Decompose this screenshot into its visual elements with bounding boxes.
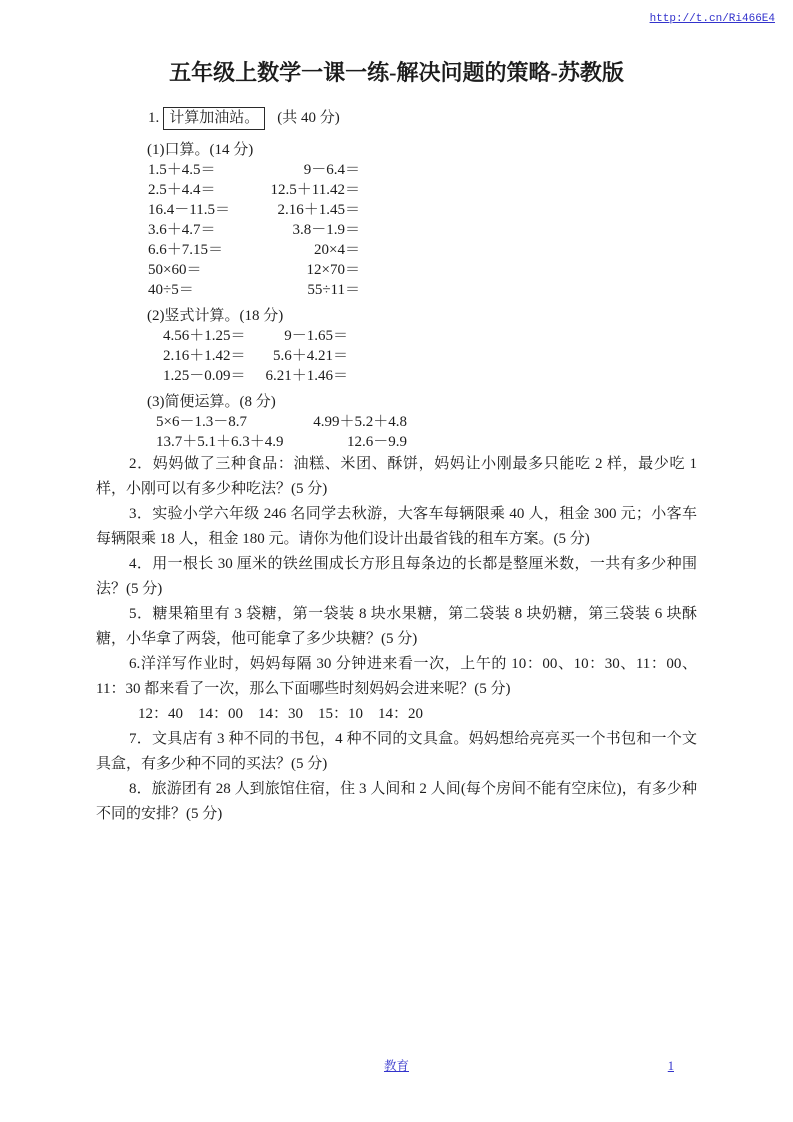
equation-row xyxy=(148,200,360,220)
question-8: 8．旅游团有 28 人到旅馆住宿，住 3 人间和 2 人间(每个房间不能有空床位)，有多少种不同的安排？(5 分) xyxy=(96,781,697,822)
page-footer xyxy=(0,1057,793,1077)
equation-row xyxy=(163,346,348,366)
question-6-time-options: 12：40 14：00 14：30 15：10 14：20 xyxy=(138,706,424,722)
equation: 9－6.4＝ xyxy=(303,162,360,178)
equation: 9－1.65＝ xyxy=(284,328,348,344)
equation: 12×70＝ xyxy=(306,262,360,278)
equation-row xyxy=(148,220,360,240)
question-5: 5．糖果箱里有 3 袋糖，第一袋装 8 块水果糖，第二袋装 8 块奶糖，第三袋装 6 块酥糖，小华拿了两袋，他可能拿了多少块糖？(5 分) xyxy=(96,606,697,647)
equation-row xyxy=(148,260,360,280)
section-1-boxed-label: 计算加油站。 xyxy=(163,107,265,130)
equation: 55÷11＝ xyxy=(307,282,360,298)
page-title: 五年级上数学一课一练-解决问题的策略-苏教版 xyxy=(169,60,624,85)
equation: 3.6＋4.7＝ xyxy=(148,222,216,238)
equation: 4.56＋1.25＝ xyxy=(163,328,246,344)
equation: 2.5＋4.4＝ xyxy=(148,182,216,198)
equation: 16.4－11.5＝ xyxy=(148,202,230,218)
equation: 3.8－1.9＝ xyxy=(292,222,360,238)
equation: 50×60＝ xyxy=(148,262,202,278)
section-1-number: 1. xyxy=(148,110,160,126)
subsection-oral-heading: (1)口算。(14 分) xyxy=(147,142,254,158)
equation: 1.5＋4.5＝ xyxy=(148,162,216,178)
equation-row xyxy=(148,240,360,260)
equation: 5.6＋4.21＝ xyxy=(272,348,348,364)
question-6: 6.洋洋写作业时，妈妈每隔 30 分钟进来看一次，上午的 10：00、10：30、11：00、11：30 都来看了一次，那么下面哪些时刻妈妈会进来呢？(5 分) xyxy=(96,656,697,697)
footer-page-number-link[interactable]: 1 xyxy=(667,1059,674,1073)
section-1-heading xyxy=(148,105,697,131)
share-url-link[interactable]: http://t.cn/Ri466E4 xyxy=(649,13,775,25)
question-4: 4．用一根长 30 厘米的铁丝围成长方形且每条边的长都是整厘米数，一共有多少种围法？(5 分) xyxy=(96,556,697,597)
equation-row xyxy=(163,326,348,346)
footer-center xyxy=(0,1057,793,1075)
equation: 5×6－1.3－8.7 xyxy=(156,414,247,430)
equation: 2.16＋1.42＝ xyxy=(163,348,246,364)
equation: 4.99＋5.2＋4.8 xyxy=(313,414,407,430)
equation-row xyxy=(148,180,360,200)
section-1-points: (共 40 分) xyxy=(277,110,340,126)
worksheet-body xyxy=(96,105,697,827)
question-7: 7．文具店有 3 种不同的书包，4 种不同的文具盒。妈妈想给亮亮买一个书包和一个文具盒，有多少种不同的买法？(5 分) xyxy=(96,731,697,772)
equation: 6.6＋7.15＝ xyxy=(148,242,224,258)
question-3: 3．实验小学六年级 246 名同学去秋游，大客车每辆限乘 40 人，租金 300 元；小客车每辆限乘 18 人，租金 180 元。请你为他们设计出最省钱的租车方案。(5 分) xyxy=(96,506,697,547)
subsection-simplify-heading: (3)简便运算。(8 分) xyxy=(147,394,276,410)
top-link-row xyxy=(0,0,793,27)
equation-row xyxy=(156,432,407,452)
equation: 2.16＋1.45＝ xyxy=(277,202,360,218)
equation: 12.6－9.9 xyxy=(346,434,407,450)
equation: 40÷5＝ xyxy=(148,282,194,298)
footer-site-link[interactable]: 教育 xyxy=(383,1059,409,1073)
equation-row xyxy=(148,280,360,300)
equation: 1.25－0.09＝ xyxy=(163,368,246,384)
equation-row xyxy=(148,160,360,180)
equation: 20×4＝ xyxy=(314,242,360,258)
equation: 13.7＋5.1＋6.3＋4.9 xyxy=(156,434,284,450)
question-2: 2．妈妈做了三种食品：油糕、米团、酥饼，妈妈让小刚最多只能吃 2 样，最少吃 1 样，小刚可以有多少种吃法？(5 分) xyxy=(96,456,697,497)
equation: 6.21＋1.46＝ xyxy=(265,368,348,384)
equation-row xyxy=(156,412,407,432)
subsection-vertical-heading: (2)竖式计算。(18 分) xyxy=(147,308,284,324)
equation: 12.5＋11.42＝ xyxy=(270,182,360,198)
equation-row xyxy=(163,366,348,386)
